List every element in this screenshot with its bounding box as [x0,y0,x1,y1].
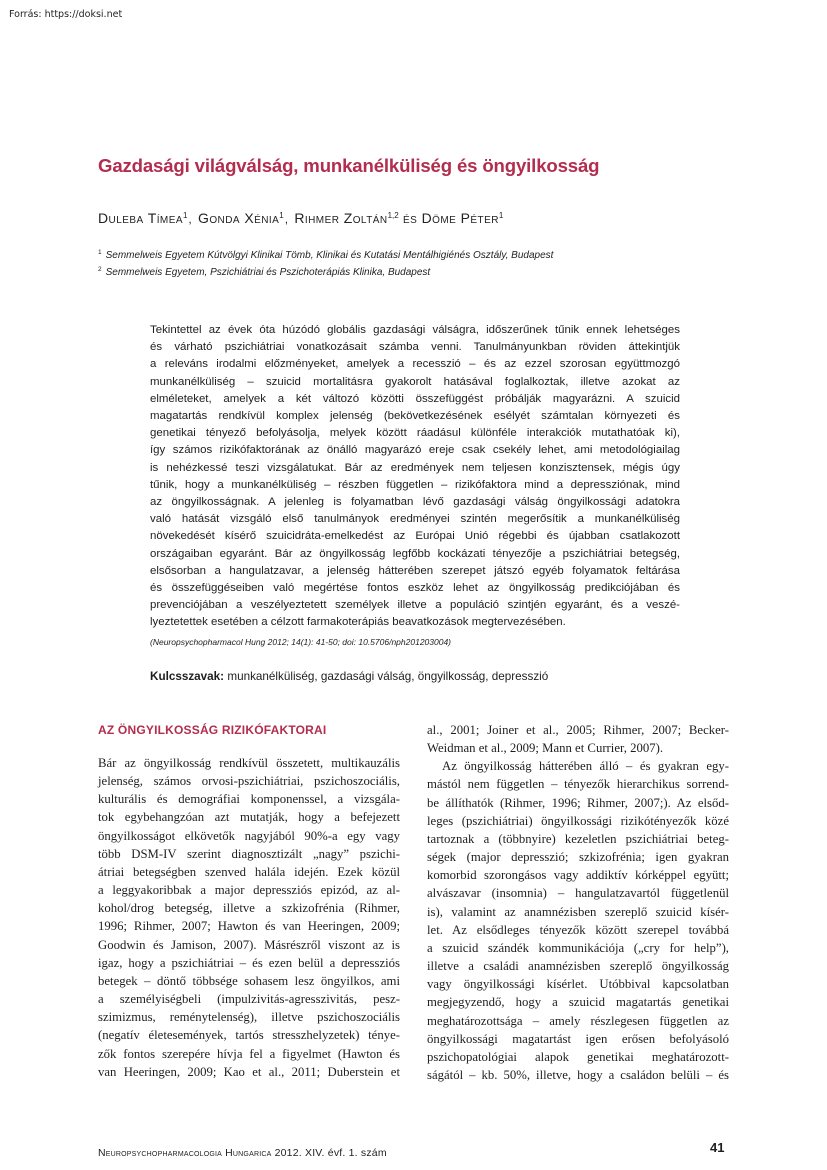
body-text-line: meghatározottsága – amely részlegesen független az [427,1013,729,1028]
author-affiliation-marker: 1 [498,211,504,220]
author-name: Rihmer Zoltán [294,210,388,226]
body-text-line: betegek – döntő többsége sohasem lesz öngyilkos, ami [98,973,400,988]
body-right-column [427,721,729,1084]
body-text-line: al., 2001; Joiner et al., 2005; Rihmer, 2007; Becker- [427,723,729,737]
affiliation-1-marker: 1 [98,249,102,256]
body-text-line: igaz, hogy a pszichiátriai – és ezen belül a depressziós [98,955,400,970]
body-text-line: let. Az elsődleges tényezők között szerepel továbbá [427,922,729,937]
affiliation-1-text: Semmelweis Egyetem Kútvölgyi Klinikai Tömb, Klinikai és Kutatási Mentálhigiénés Osztály, Budapest [105,250,554,261]
body-text-line: a leggyakoribbak a major depressziós epizód, az al- [98,883,400,898]
abstract-line: országaiban egyaránt. Bár az öngyilkosság legfőbb kockázati tényezője a pszichiátriai betegség, [150,547,680,560]
body-text-line: öngyilkossági magatartást igen erősen befolyásoló [427,1031,729,1046]
body-text-line: komorbid szorongásos vagy addiktív kórképpel együtt; [427,868,729,883]
body-text-line: alvászavar (insomnia) – hangulatzavartól függetlenül [427,886,729,901]
footer-issue: 2012. XIV. évf. 1. szám [274,1147,387,1159]
author-affiliation-marker: 1,2 [387,211,399,220]
abstract-line: elsősorban a hangulatzavar, a jelenség hátterében szerepet játszó egyéb folyamatok feltárása [150,564,680,577]
body-text-line: Bár az öngyilkosság rendkívül összetett, multikauzális [98,756,400,770]
body-text-line: szimizmus, reménytelenség), illetve pszichoszociális [98,1010,400,1025]
affiliation-2-text: Semmelweis Egyetem, Pszichiátriai és Pszichoterápiás Klinika, Budapest [105,267,431,278]
footer-journal-name: Neuropsychopharmacologia Hungarica [98,1147,272,1159]
abstract-line: magatartás rendkívül komplex jelenség (bekövetkezésének esélyét számtalan környezeti és [150,410,680,423]
body-text-line: átriai betegségben szenved halála idején. Ezek közül [98,864,400,879]
author-separator: , [284,212,293,226]
body-text-line: zők fontos szerepére hívja fel a figyelmet (Hawton és [98,1046,400,1061]
author-name: Gonda Xénia [197,210,280,226]
abstract-line: prevenciójában a veszélyeztetett személyek illetve a populáció szintjén egyaránt, és a veszé- [150,599,680,612]
author-affiliation-marker: 1 [279,211,284,220]
abstract-line: növekedését kísérő szuicidráta-emelkedést az Európai Unió régebbi és újabban csatlakozott [150,530,680,543]
article-title: Gazdasági világválság, munkanélküliség és öngyilkosság [98,155,600,176]
body-text-line: mástól nem független – tényezők hierarchikus sorrend- [427,777,729,792]
page-number: 41 [710,1140,725,1155]
abstract-line: is nehézkessé teszi vizsgálatukat. Bár az eredmények nem teljesen konzisztensek, mégis úgy [150,461,680,474]
abstract-line: és összefüggéseiben való megértése fontos eszköz lehet az öngyilkosság predikciójában és [150,582,680,595]
body-text-line: tartoznak a (többnyire) kezeletlen pszichiátriai beteg- [427,831,729,846]
body-text-line: van Heeringen, 2009; Kao et al., 2011; Duberstein et [98,1064,400,1079]
body-text-line: pszichopatológiai alapok genetikai meghatározott- [427,1049,729,1064]
body-text-line: be állíthatók (Rihmer, 1996; Rihmer, 2007;). Az elsőd- [427,795,729,810]
abstract-line: az öngyilkosságnak. A jelenleg is folyamatban lévő gazdasági válság öngyilkossági adatokra [150,496,680,509]
body-text-line: megjegyzendő, hogy a szuicid magatartás genetikai [427,995,729,1010]
body-left-column [98,754,400,1081]
body-text-line: Az öngyilkosság hátterében álló – és gyakran egy- [442,759,729,774]
keywords [150,670,548,683]
body-text-line: Weidman et al., 2009; Mann et Currier, 2007). [427,741,664,756]
source-label: Forrás: https://doksi.net [9,9,123,20]
abstract-line: való hatását vizsgáló első tanulmányok eredményei szintén megerősítik a munkanélküliség [150,513,680,526]
body-text-line: illetve a családi anamnézisben szereplő öngyilkosság [427,959,729,974]
abstract-line: tűnik, hogy a munkanélküliség – részben független – rizikófaktora mind a depressziónak, mind [150,478,680,491]
keywords-text: munkanélküliség, gazdasági válság, öngyilkosság, depresszió [227,670,549,683]
body-text-line: öngyilkosságot elkövetők nagyjából 90%-a egy vagy [98,828,400,843]
body-text-line: ságától – kb. 50%, illetve, hogy a családon belüli – és [427,1067,729,1082]
author-list [98,210,503,226]
author-separator: , [188,212,196,226]
author-conjunction: és [398,210,422,226]
body-text-line: Goodwin és Jamison, 2007). Másrészről viszont az is [98,937,400,952]
abstract-line: munkanélküliség – szuicid mortalitásra gyakorolt hatásával foglalkoztak, illetve azokat az [150,375,680,388]
abstract-line: így számos rizikófaktorának az önálló magyarázó ereje csak csekély lehet, ami metodológiailag [150,444,680,457]
affiliation-2 [98,266,430,278]
body-text-line: a személyiségbeli (impulzivitás-agresszivitás, pesz- [98,992,400,1007]
body-text-line: 1996; Rihmer, 2007; Hawton és van Heeringen, 2009; [98,919,400,934]
citation: (Neuropsychopharmacol Hung 2012; 14(1): 41-50; doi: 10.5706/nph201203004) [150,637,452,647]
abstract-line: Tekintettel az évek óta húzódó globális gazdasági válságra, időszerűnek tűnik ennek lehetséges [150,324,680,336]
keywords-label: Kulcsszavak: [150,670,225,683]
author-name: Duleba Tímea [98,210,183,226]
body-text-line: jelenség, számos orvosi-pszichiátriai, pszichoszociális, [98,774,400,789]
abstract-line: lyeztetettek esetében a célzott farmakoterápiás beavatkozások megtervezésében. [150,616,566,629]
abstract [150,322,680,632]
body-text-line: vagy öngyilkossági kísérlet. Utóbbival kapcsolatban [427,977,729,992]
body-text-line: tok egybehangzóan azt mutatják, hogy a befejezett [98,810,400,825]
body-text-line: (negatív életesemények, tartós stresszhelyzetek) ténye- [98,1028,400,1043]
body-text-line: leges (pszichiátriai) öngyilkossági rizikótényezők közé [427,813,729,828]
body-text-line: a szuicid szándék kommunikációja („cry for help”), [427,940,729,955]
abstract-line: elméleteket, amelyek a két változó közötti összefüggést próbálják magyarázni. A szuicid [150,392,680,405]
body-text-line: kulturális és demográfiai komponenssel, a vizsgála- [98,792,400,807]
author-affiliation-marker: 1 [182,211,188,220]
affiliation-2-marker: 2 [98,266,102,273]
author-name: Döme Péter [421,210,499,226]
abstract-line: és várható pszichiátriai vonatkozásait számba venni. Tanulmányunkban röviden áttekintjük [150,341,680,354]
affiliation-1 [98,249,553,261]
abstract-line: genetikai tényező befolyásolja, melyek között ráadásul különféle interakciók mutathatóak ki), [150,427,680,440]
footer-journal [98,1147,387,1159]
body-text-line: is), valamint az anamnézisben szereplő szuicid kísér- [427,904,729,919]
body-text-line: ségek (major depresszió; szkizofrénia; igen gyakran [427,850,729,865]
body-text-line: kohol/drog betegség, illetve a szkizofrénia (Rihmer, [98,901,400,916]
abstract-line: a releváns irodalmi előzményeket, amelyek a recesszió – és az ezzel szorosan együttmozgó [150,358,680,371]
body-text-line: több DSM-IV szerint diagnosztizált „nagy” pszichi- [98,846,400,861]
section-heading: AZ ÖNGYILKOSSÁG RIZIKÓFAKTORAI [98,723,327,737]
